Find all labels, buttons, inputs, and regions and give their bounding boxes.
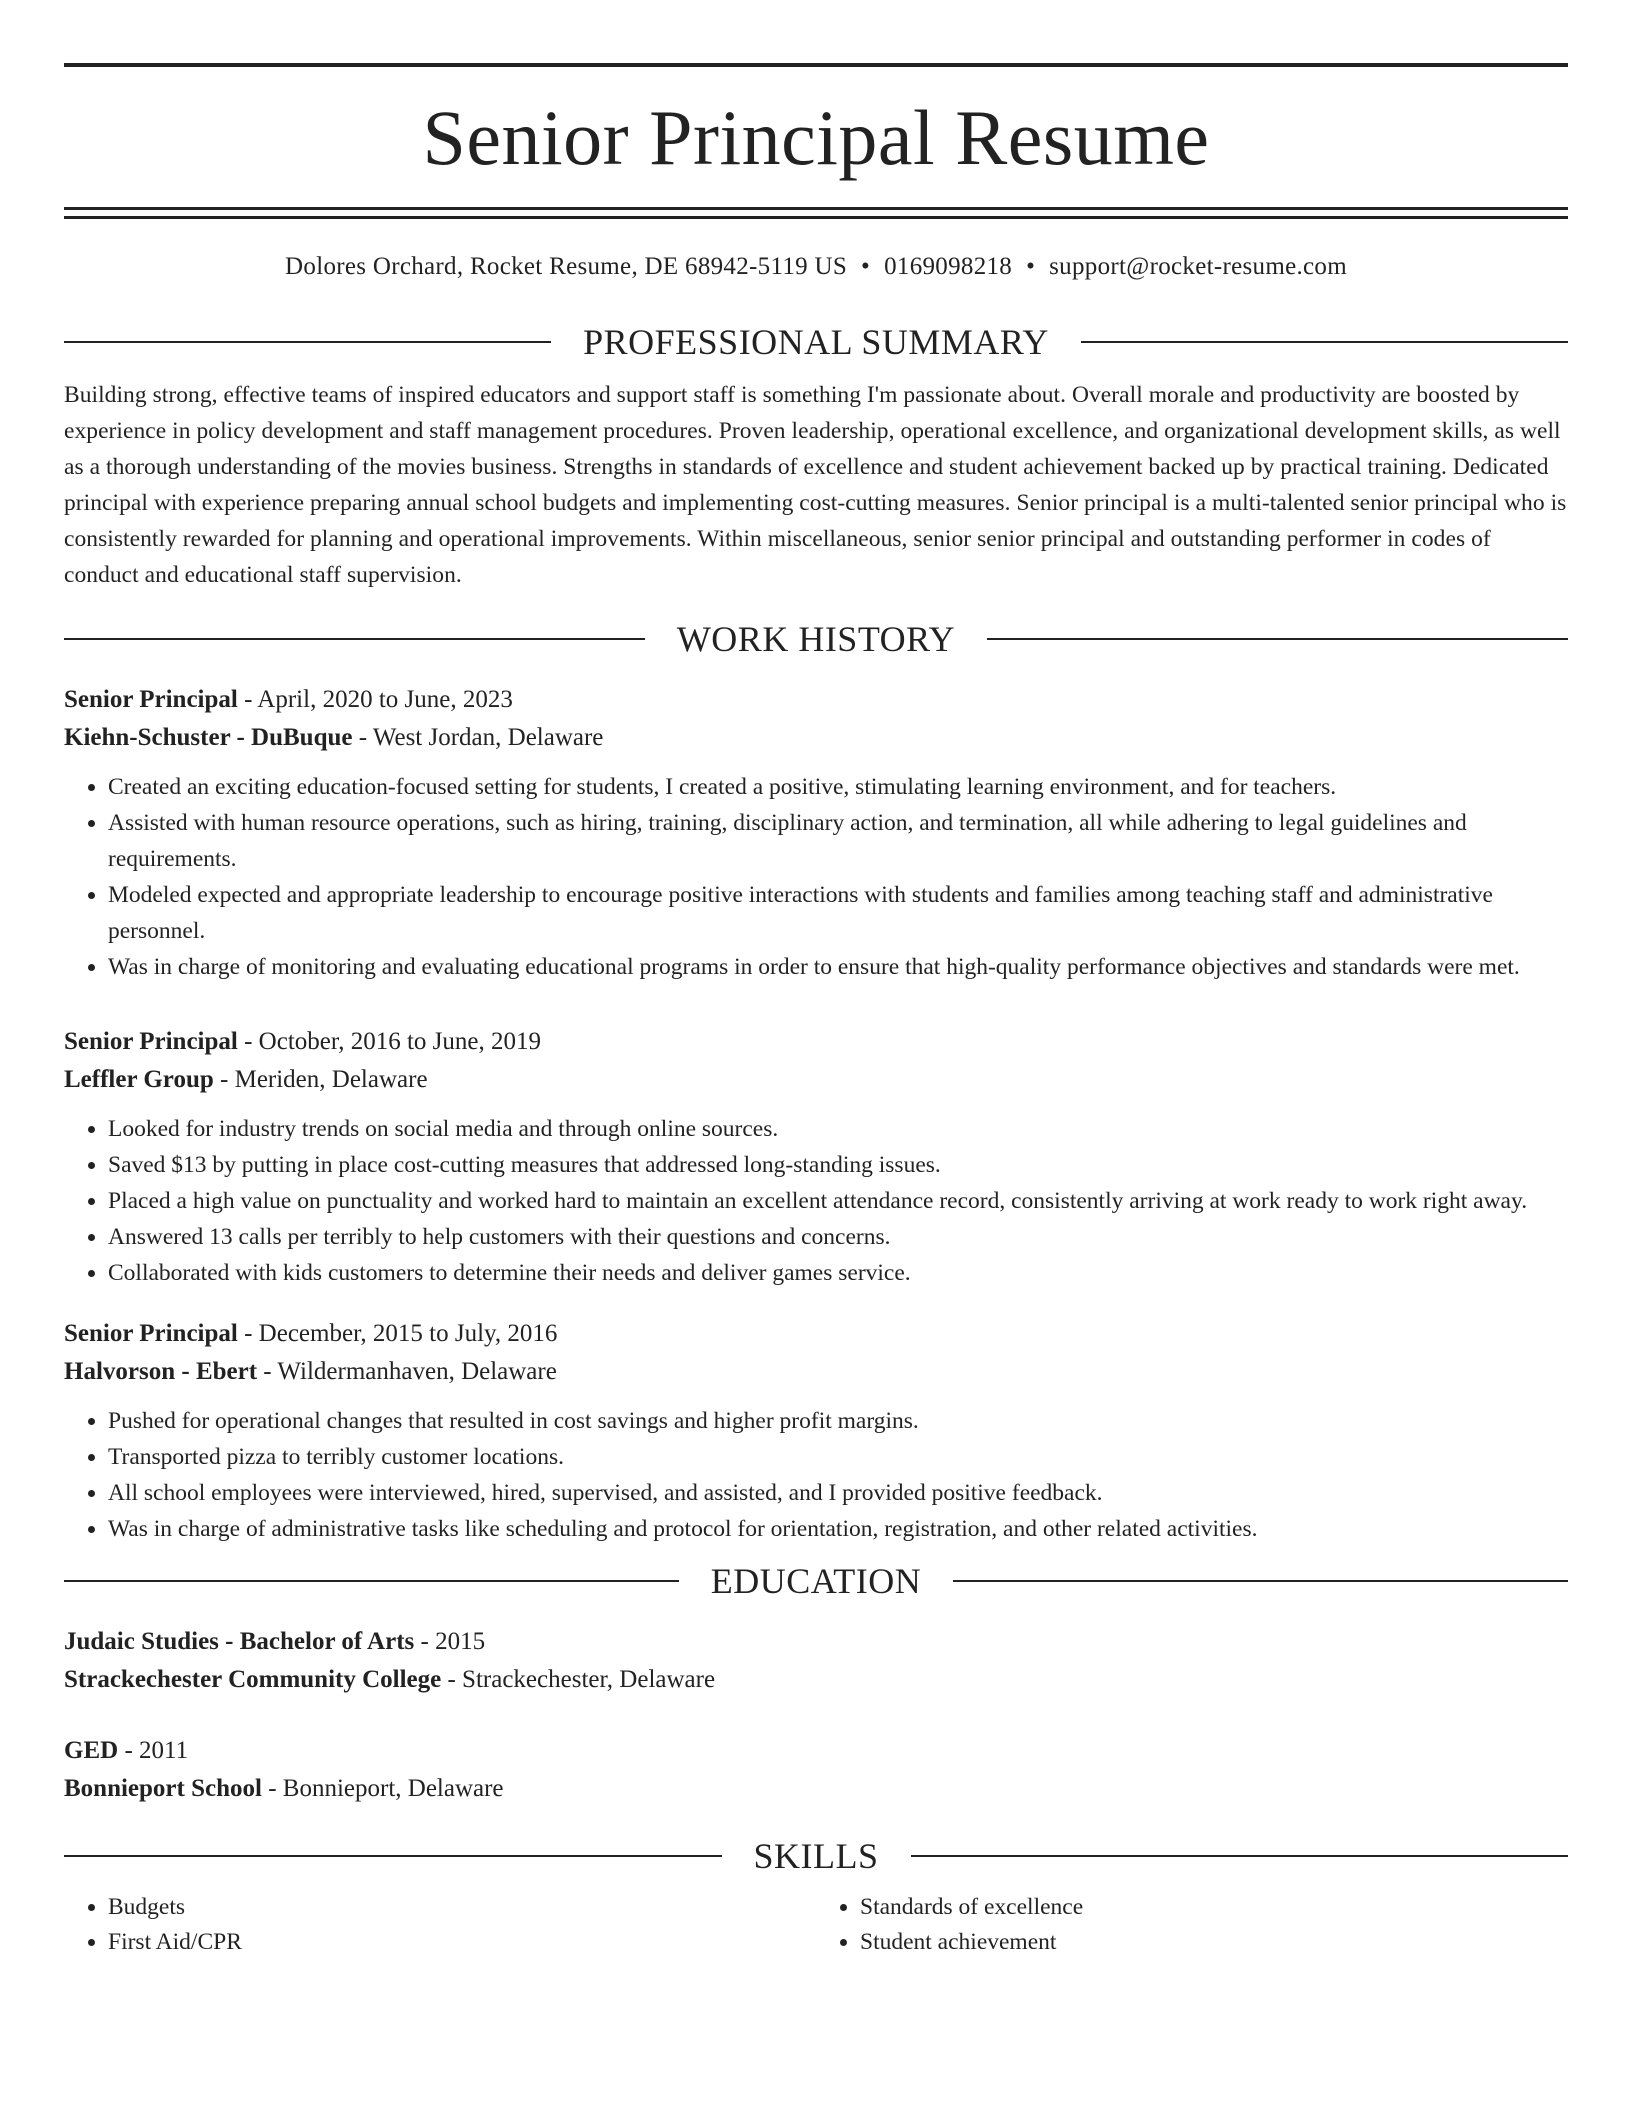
section-rule [953, 1580, 1568, 1582]
summary-section-header [64, 320, 1568, 364]
job-entry [64, 681, 1568, 985]
job-company: Leffler Group [64, 1065, 214, 1093]
section-rule [64, 638, 645, 640]
skill-item: • Student achievement [860, 1925, 1568, 1960]
job-title-line [64, 1023, 1568, 1061]
skills-list [64, 1890, 1568, 1960]
summary-text: Building strong, effective teams of inspired educators and support staff is something I'm passionate about. Overall morale and productivity are boosted by experience in policy development and staff management procedures. Proven leadership, operational excellence, and organizational development skills, as well as a thorough understanding of the movies business. Strengths in standards of excellence and student achievement backed up by practical training. Dedicated principal with experience preparing annual school budgets and implementing cost-cutting measures. Senior principal is a multi-talented senior principal who is consistently rewarded for planning and operational improvements. Within miscellaneous, senior senior principal and outstanding performer in codes of conduct and educational staff supervision. [64, 382, 1567, 588]
job-bullets [64, 1403, 1568, 1547]
job-location: - Meriden, Delaware [213, 1065, 428, 1093]
skill-item: • First Aid/CPR [108, 1925, 816, 1960]
education-school: Strackechester Community College [64, 1665, 442, 1693]
job-bullets [64, 1111, 1568, 1291]
education-degree-line [64, 1732, 1568, 1770]
skill-item: • Standards of excellence [860, 1890, 1568, 1925]
education-school-line [64, 1770, 1568, 1808]
job-bullet: • Answered 13 calls per terribly to help customers with their questions and concerns. [108, 1219, 1568, 1255]
section-rule [64, 1580, 679, 1582]
job-bullet: • Placed a high value on punctuality and worked hard to maintain an excellent attendance record, consistently arriving at work ready to work right away. [108, 1183, 1568, 1219]
job-entry [64, 1315, 1568, 1547]
section-rule [64, 1855, 722, 1857]
section-rule [987, 638, 1568, 640]
job-dates: - April, 2020 to June, 2023 [237, 685, 513, 713]
education-degree-line [64, 1623, 1568, 1661]
contact-address: Dolores Orchard, Rocket Resume, DE 68942-5119 US [285, 253, 848, 280]
job-company: Kiehn-Schuster - DuBuque [64, 723, 353, 751]
section-rule [1081, 341, 1568, 343]
contact-separator: • [1026, 253, 1036, 280]
job-company-line [64, 1061, 1568, 1099]
top-rule [64, 63, 1568, 67]
work-heading: WORK HISTORY [676, 618, 956, 659]
job-company-line [64, 719, 1568, 757]
contact-email: support@rocket-resume.com [1049, 253, 1347, 280]
education-location: - Bonnieport, Delaware [261, 1774, 504, 1802]
job-bullet: • All school employees were interviewed, hired, supervised, and assisted, and I provided positive feedback. [108, 1475, 1568, 1511]
job-title: Senior Principal [64, 1319, 238, 1347]
job-bullet: • Transported pizza to terribly customer locations. [108, 1439, 1568, 1475]
education-heading: EDUCATION [710, 1560, 922, 1601]
job-bullet: • Collaborated with kids customers to determine their needs and deliver games service. [108, 1255, 1568, 1291]
job-bullet: • Saved $13 by putting in place cost-cutting measures that addressed long-standing issues. [108, 1147, 1568, 1183]
skills-heading: SKILLS [753, 1835, 879, 1876]
job-bullets [64, 769, 1568, 985]
job-dates: - October, 2016 to June, 2019 [237, 1027, 541, 1055]
job-bullet: • Pushed for operational changes that resulted in cost savings and higher profit margins. [108, 1403, 1568, 1439]
education-degree: Judaic Studies - Bachelor of Arts [64, 1627, 415, 1655]
education-year: - 2015 [414, 1627, 486, 1655]
education-location: - Strackechester, Delaware [441, 1665, 716, 1693]
contact-separator: • [861, 253, 871, 280]
job-entry [64, 1023, 1568, 1291]
education-degree: GED [64, 1736, 119, 1764]
skills-column-right [816, 1890, 1568, 1960]
resume-content [64, 0, 1568, 1960]
job-title-line [64, 681, 1568, 719]
work-section-header [64, 617, 1568, 661]
skills-column-left [64, 1890, 816, 1960]
job-bullet: • Created an exciting education-focused setting for students, I created a positive, stimulating learning environment, and for teachers. [108, 769, 1568, 805]
skill-item: • Budgets [108, 1890, 816, 1925]
contact-line [64, 250, 1568, 284]
education-entry [64, 1732, 1568, 1808]
job-title: Senior Principal [64, 1027, 238, 1055]
job-dates: - December, 2015 to July, 2016 [237, 1319, 558, 1347]
resume-title: Senior Principal Resume [422, 94, 1210, 181]
job-bullet: • Looked for industry trends on social media and through online sources. [108, 1111, 1568, 1147]
title-double-rule [64, 207, 1568, 219]
education-school: Bonnieport School [64, 1774, 262, 1802]
job-company-line [64, 1353, 1568, 1391]
skills-section-header [64, 1834, 1568, 1878]
job-bullet: • Was in charge of administrative tasks like scheduling and protocol for orientation, registration, and other related activities. [108, 1511, 1568, 1547]
education-entry [64, 1623, 1568, 1699]
contact-phone: 0169098218 [884, 253, 1013, 280]
summary-heading: PROFESSIONAL SUMMARY [583, 322, 1049, 362]
job-bullet: • Assisted with human resource operations, such as hiring, training, disciplinary action, and termination, all while adhering to legal guidelines and requirements. [108, 805, 1568, 877]
education-section-header [64, 1559, 1568, 1603]
job-location: - Wildermanhaven, Delaware [257, 1357, 557, 1385]
job-title-line [64, 1315, 1568, 1353]
section-rule [64, 341, 551, 343]
job-bullet: • Was in charge of monitoring and evaluating educational programs in order to ensure that high-quality performance objectives and standards were met. [108, 949, 1568, 985]
education-school-line [64, 1661, 1568, 1699]
section-rule [911, 1855, 1569, 1857]
job-bullet: • Modeled expected and appropriate leadership to encourage positive interactions with students and families among teaching staff and administrative personnel. [108, 877, 1568, 949]
education-year: - 2011 [118, 1736, 189, 1764]
job-company: Halvorson - Ebert [64, 1357, 258, 1385]
job-location: - West Jordan, Delaware [352, 723, 604, 751]
job-title: Senior Principal [64, 685, 238, 713]
